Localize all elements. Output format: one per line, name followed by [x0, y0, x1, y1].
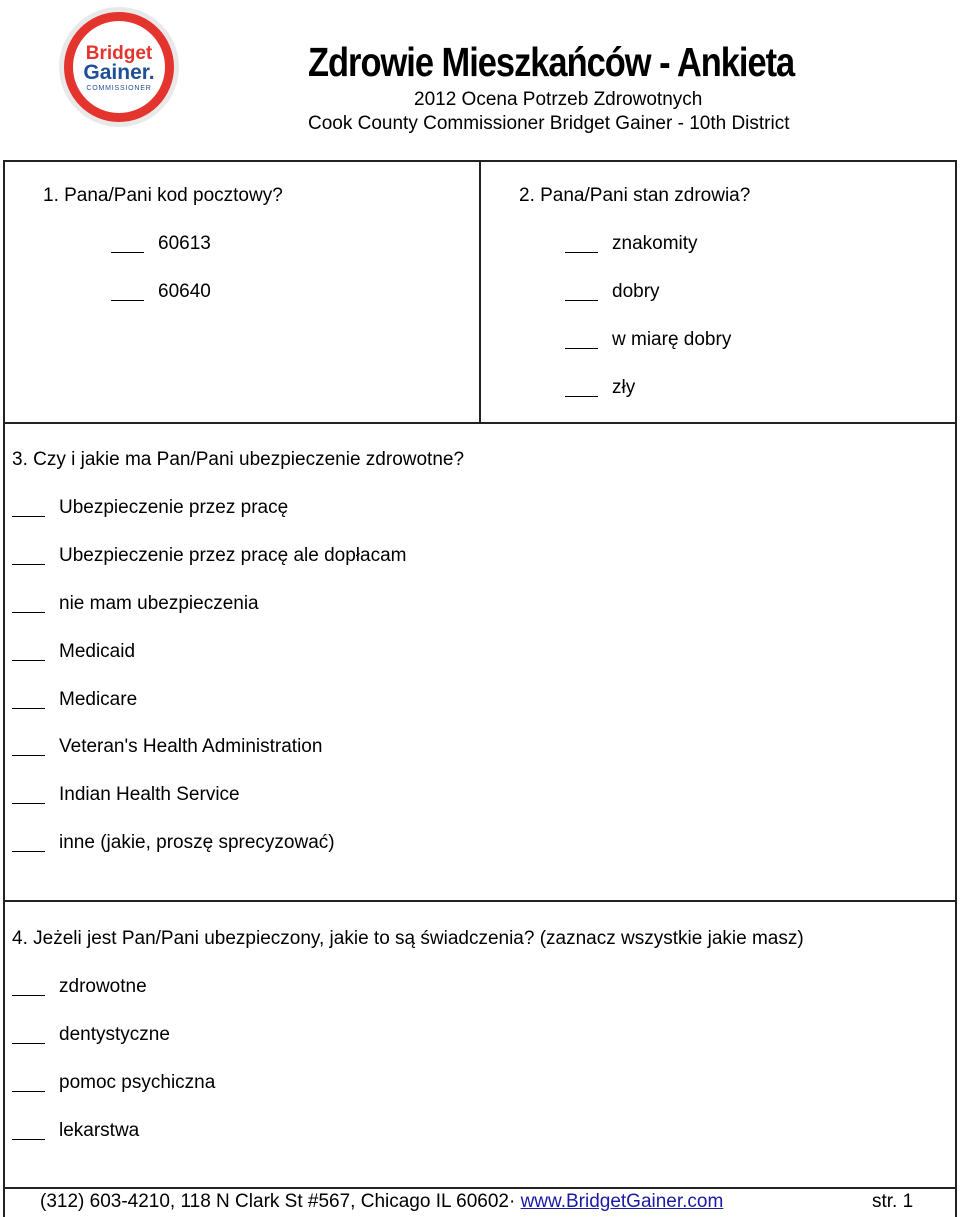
q3-option-none[interactable] [12, 592, 259, 616]
q3-option-employer[interactable] [12, 496, 288, 520]
page-number: str. 1 [872, 1191, 914, 1212]
answer-blank [565, 300, 598, 301]
q2-option-dobry[interactable] [565, 280, 660, 304]
footer-website-link[interactable]: www.BridgetGainer.com [520, 1191, 724, 1212]
question-3-label: 3. Czy i jakie ma Pan/Pani ubezpieczenie zdrowotne? [12, 449, 465, 470]
question-4-label: 4. Jeżeli jest Pan/Pani ubezpieczony, jakie to są świadczenia? (zaznacz wszystkie jakie masz) [12, 928, 804, 949]
answer-blank [565, 396, 598, 397]
bridget-gainer-logo [58, 6, 180, 128]
question-1-label: 1. Pana/Pani kod pocztowy? [43, 185, 283, 206]
q2-option-znakomity[interactable] [565, 232, 698, 256]
question-2-label: 2. Pana/Pani stan zdrowia? [519, 185, 751, 206]
answer-blank [12, 1091, 45, 1092]
answer-blank [12, 1139, 45, 1140]
option-label: Veteran's Health Administration [59, 736, 323, 757]
frame-right-border [955, 160, 957, 1217]
q3-option-veterans[interactable] [12, 735, 322, 759]
option-label: znakomity [612, 233, 698, 254]
option-label: zły [612, 377, 636, 398]
footer-contact-text: (312) 603-4210, 118 N Clark St #567, Chicago IL 60602· [40, 1191, 521, 1212]
option-label: zdrowotne [59, 976, 147, 997]
footer-contact [40, 1190, 723, 1214]
answer-blank [12, 803, 45, 804]
q3-option-medicaid[interactable] [12, 640, 135, 664]
option-label: nie mam ubezpieczenia [59, 593, 259, 614]
q3-option-medicare[interactable] [12, 688, 137, 712]
subtitle-assessment: 2012 Ocena Potrzeb Zdrowotnych [414, 89, 703, 110]
q1-option-60640[interactable] [111, 280, 211, 304]
frame-divider-2 [3, 900, 957, 902]
logo-text-bridget: Bridget [85, 43, 153, 64]
answer-blank [12, 612, 45, 613]
option-label: Ubezpieczenie przez pracę ale dopłacam [59, 545, 407, 566]
answer-blank [111, 300, 144, 301]
option-label: 60640 [158, 281, 211, 302]
frame-divider-footer [3, 1187, 957, 1189]
option-label: Ubezpieczenie przez pracę [59, 497, 289, 518]
page-title: Zdrowie Mieszkańców - Ankieta [308, 39, 795, 85]
answer-blank [12, 1043, 45, 1044]
q3-option-indian-health[interactable] [12, 783, 240, 807]
subtitle-district: Cook County Commissioner Bridget Gainer - 10th District [308, 113, 790, 134]
option-label: Indian Health Service [59, 784, 240, 805]
answer-blank [12, 660, 45, 661]
q2-option-w-miare-dobry[interactable] [565, 328, 731, 352]
frame-divider-1 [3, 422, 957, 424]
option-label: dobry [612, 281, 660, 302]
q4-option-health[interactable] [12, 975, 147, 999]
logo-text-gainer: Gainer. [83, 61, 155, 84]
option-label: w miarę dobry [612, 329, 732, 350]
answer-blank [12, 995, 45, 996]
option-label: inne (jakie, proszę sprecyzować) [59, 832, 335, 853]
q4-option-dental[interactable] [12, 1023, 170, 1047]
option-label: pomoc psychiczna [59, 1072, 216, 1093]
answer-blank [565, 252, 598, 253]
q4-option-drugs[interactable] [12, 1119, 139, 1143]
answer-blank [111, 252, 144, 253]
option-label: dentystyczne [59, 1024, 170, 1045]
answer-blank [565, 348, 598, 349]
q3-option-other[interactable] [12, 831, 335, 855]
option-label: 60613 [158, 233, 211, 254]
q4-option-mental[interactable] [12, 1071, 215, 1095]
q2-option-zly[interactable] [565, 376, 635, 400]
frame-left-border [3, 160, 5, 1217]
frame-column-divider [479, 160, 481, 424]
answer-blank [12, 516, 45, 517]
answer-blank [12, 851, 45, 852]
q1-option-60613[interactable] [111, 232, 211, 256]
answer-blank [12, 755, 45, 756]
option-label: Medicaid [59, 641, 136, 662]
answer-blank [12, 708, 45, 709]
q3-option-employer-copay[interactable] [12, 544, 406, 568]
answer-blank [12, 564, 45, 565]
option-label: lekarstwa [59, 1120, 140, 1141]
option-label: Medicare [59, 689, 138, 710]
logo-text-commissioner: COMMISSIONER [86, 85, 152, 92]
